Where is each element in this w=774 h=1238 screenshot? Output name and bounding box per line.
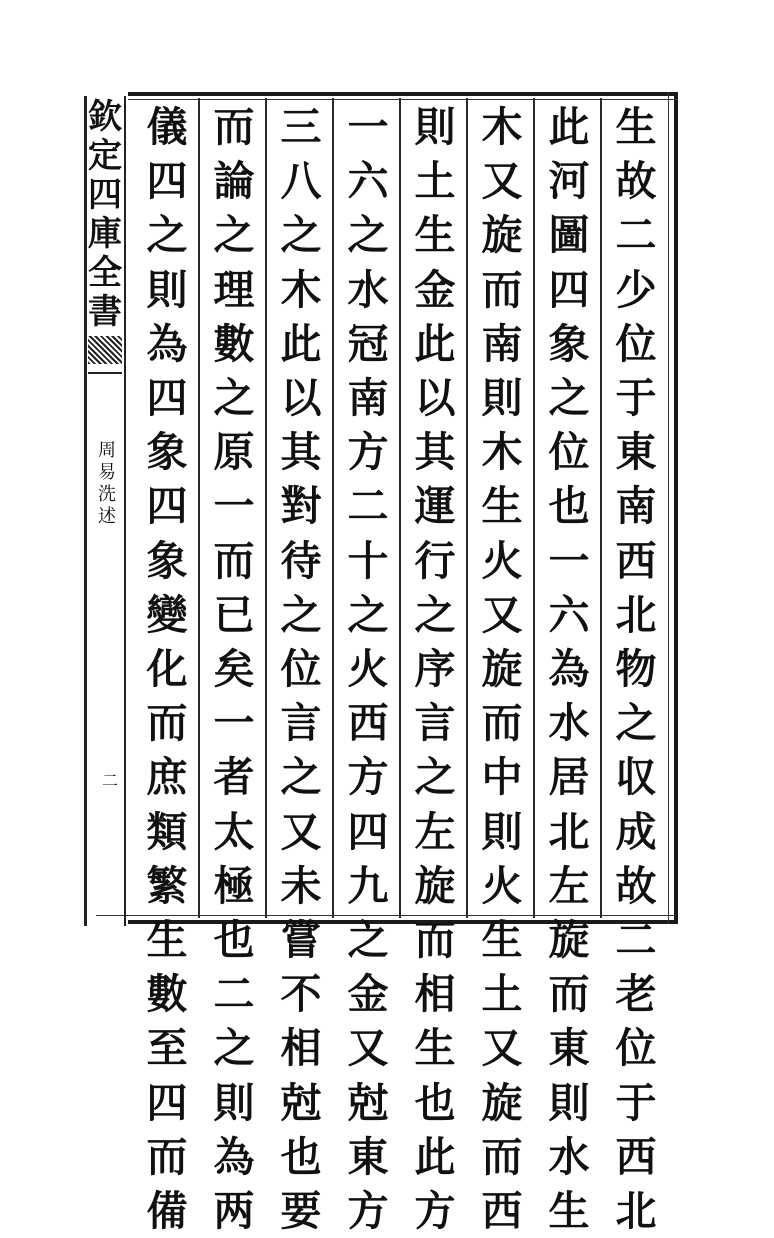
text-column-8: 儀 四 之 則 為 四 象 四 象 變 化 而 庶 類 繁 生 數 至 四 而 備 xyxy=(146,103,188,1236)
text-column-6: 三 八 之 木 此 以 其 對 待 之 位 言 之 又 未 嘗 不 相 尅 也 要 xyxy=(280,103,322,1236)
text-column-3: 木 又 旋 而 南 則 木 生 火 又 旋 而 中 則 火 生 土 又 旋 而 西 xyxy=(481,103,523,1236)
column-rule xyxy=(399,98,401,918)
fish-tail-line xyxy=(88,372,122,374)
text-column-4: 則 土 生 金 此 以 其 運 行 之 序 言 之 左 旋 而 相 生 也 此 方 xyxy=(414,103,456,1236)
fish-tail-ornament xyxy=(88,336,122,364)
text-column-7: 而 論 之 理 數 之 原 一 而 已 矣 一 者 太 極 也 二 之 則 為 两 xyxy=(213,103,255,1236)
chapter-title: 周 易 洗 述 xyxy=(98,440,116,527)
margin-right-rule xyxy=(124,96,126,926)
column-rule xyxy=(198,98,200,918)
book-title: 欽 定 四 庫 全 書 xyxy=(88,97,122,332)
column-rule xyxy=(600,98,602,918)
column-rule xyxy=(332,98,334,918)
column-rule xyxy=(265,98,267,918)
column-rule xyxy=(533,98,535,918)
column-rule xyxy=(466,98,468,918)
frame-right-inner-line xyxy=(668,92,669,924)
text-column-5: 一 六 之 水 冠 南 方 二 十 之 火 西 方 四 九 之 金 又 尅 東 方 xyxy=(347,103,389,1236)
text-column-1: 生 故 二 少 位 于 東 南 西 北 物 之 収 成 故 二 老 位 于 西 北 xyxy=(615,103,657,1236)
page-number: 二 xyxy=(101,771,118,790)
text-column-2: 此 河 圖 四 象 之 位 也 一 六 為 水 居 北 左 旋 而 東 則 水 生 xyxy=(548,103,590,1236)
